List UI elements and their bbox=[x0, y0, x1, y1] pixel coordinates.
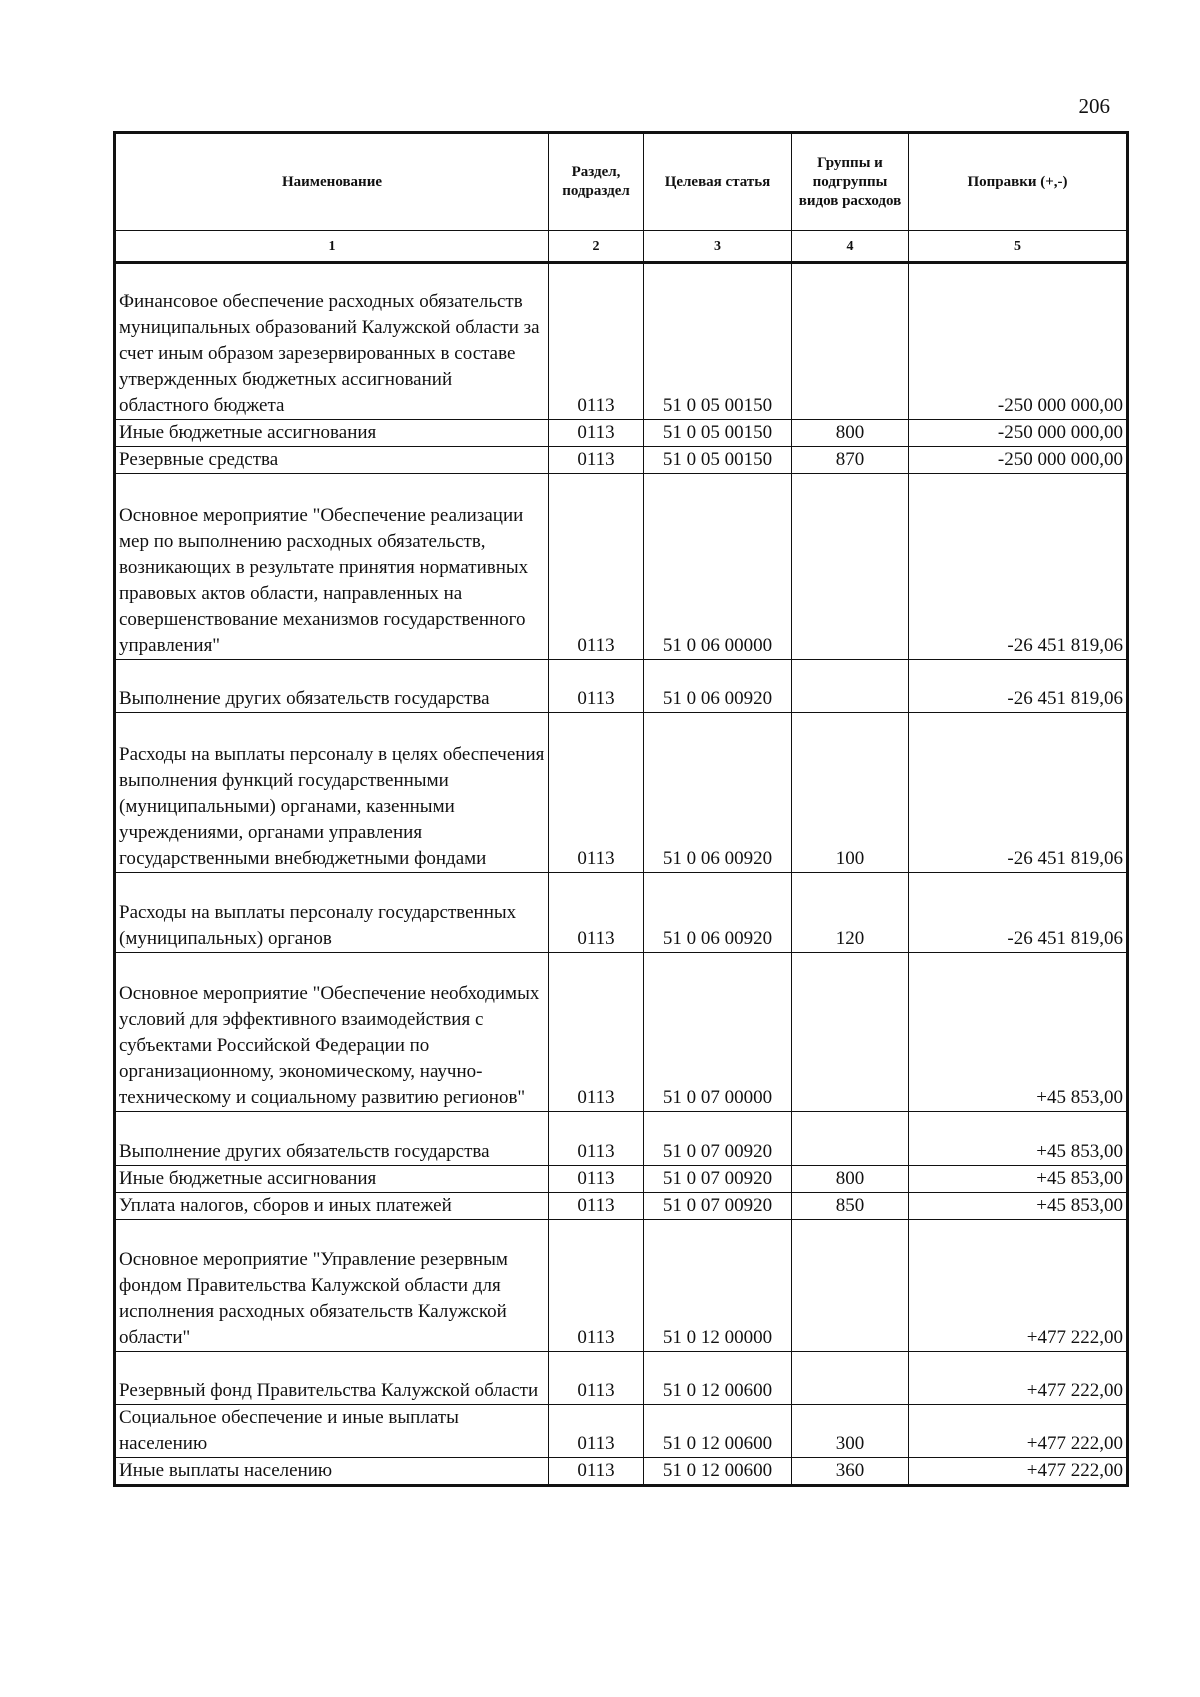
row-article: 51 0 12 00000 bbox=[644, 1220, 792, 1352]
table-row bbox=[115, 1166, 1128, 1193]
row-amount: -250 000 000,00 bbox=[909, 447, 1128, 474]
row-amount: -26 451 819,06 bbox=[909, 713, 1128, 873]
row-name: Резервный фонд Правительства Калужской области bbox=[115, 1352, 549, 1405]
row-amount: +477 222,00 bbox=[909, 1352, 1128, 1405]
row-section: 0113 bbox=[549, 1352, 644, 1405]
row-article: 51 0 06 00920 bbox=[644, 713, 792, 873]
column-number: 4 bbox=[792, 231, 909, 263]
row-article: 51 0 07 00920 bbox=[644, 1166, 792, 1193]
row-group: 100 bbox=[792, 713, 909, 873]
row-amount: -250 000 000,00 bbox=[909, 263, 1128, 420]
header-row bbox=[115, 133, 1128, 231]
row-name: Основное мероприятие "Управление резервным фондом Правительства Калужской области для исполнения расходных обязательств Калужской области" bbox=[115, 1220, 549, 1352]
row-article: 51 0 07 00000 bbox=[644, 953, 792, 1112]
page-number: 206 bbox=[1078, 94, 1110, 118]
row-section: 0113 bbox=[549, 873, 644, 953]
table-row bbox=[115, 953, 1128, 1112]
row-section: 0113 bbox=[549, 1112, 644, 1166]
row-amount: +477 222,00 bbox=[909, 1220, 1128, 1352]
row-section: 0113 bbox=[549, 713, 644, 873]
row-article: 51 0 05 00150 bbox=[644, 263, 792, 420]
row-name: Расходы на выплаты персоналу в целях обеспечения выполнения функций государственными (муниципальными) органами, казенными учреждениями, органами управления государственными внебюджетными фондами bbox=[115, 713, 549, 873]
row-amount: +477 222,00 bbox=[909, 1458, 1128, 1486]
row-group: 120 bbox=[792, 873, 909, 953]
row-section: 0113 bbox=[549, 474, 644, 660]
row-amount: -26 451 819,06 bbox=[909, 873, 1128, 953]
header-name: Наименование bbox=[115, 133, 549, 231]
column-number: 2 bbox=[549, 231, 644, 263]
row-group bbox=[792, 1352, 909, 1405]
row-article: 51 0 07 00920 bbox=[644, 1112, 792, 1166]
row-section: 0113 bbox=[549, 263, 644, 420]
header-section: Раздел, подраздел bbox=[549, 133, 644, 231]
row-article: 51 0 07 00920 bbox=[644, 1193, 792, 1220]
row-name: Финансовое обеспечение расходных обязательств муниципальных образований Калужской области за счет иным образом зарезервированных в составе утвержденных бюджетных ассигнований областного бюджета bbox=[115, 263, 549, 420]
row-section: 0113 bbox=[549, 447, 644, 474]
header-amount: Поправки (+,-) bbox=[909, 133, 1128, 231]
row-group bbox=[792, 953, 909, 1112]
row-amount: +45 853,00 bbox=[909, 953, 1128, 1112]
row-name: Выполнение других обязательств государства bbox=[115, 1112, 549, 1166]
row-article: 51 0 12 00600 bbox=[644, 1405, 792, 1458]
row-article: 51 0 05 00150 bbox=[644, 447, 792, 474]
table-row bbox=[115, 263, 1128, 420]
row-name: Выполнение других обязательств государства bbox=[115, 660, 549, 713]
row-group bbox=[792, 1220, 909, 1352]
table-row bbox=[115, 1112, 1128, 1166]
row-name: Социальное обеспечение и иные выплаты населению bbox=[115, 1405, 549, 1458]
row-section: 0113 bbox=[549, 660, 644, 713]
row-name: Уплата налогов, сборов и иных платежей bbox=[115, 1193, 549, 1220]
budget-table bbox=[113, 131, 1129, 1487]
row-section: 0113 bbox=[549, 1220, 644, 1352]
column-number: 1 bbox=[115, 231, 549, 263]
row-amount: +477 222,00 bbox=[909, 1405, 1128, 1458]
row-name: Расходы на выплаты персоналу государственных (муниципальных) органов bbox=[115, 873, 549, 953]
table-row bbox=[115, 660, 1128, 713]
row-section: 0113 bbox=[549, 420, 644, 447]
row-article: 51 0 05 00150 bbox=[644, 420, 792, 447]
row-name: Иные бюджетные ассигнования bbox=[115, 420, 549, 447]
column-number-row bbox=[115, 231, 1128, 263]
row-group bbox=[792, 474, 909, 660]
table-row bbox=[115, 873, 1128, 953]
row-article: 51 0 12 00600 bbox=[644, 1352, 792, 1405]
table-row bbox=[115, 1352, 1128, 1405]
row-group: 360 bbox=[792, 1458, 909, 1486]
row-amount: +45 853,00 bbox=[909, 1166, 1128, 1193]
row-group: 850 bbox=[792, 1193, 909, 1220]
row-section: 0113 bbox=[549, 1193, 644, 1220]
row-group: 800 bbox=[792, 420, 909, 447]
header-article: Целевая статья bbox=[644, 133, 792, 231]
table-row bbox=[115, 713, 1128, 873]
table-row bbox=[115, 420, 1128, 447]
header-group: Группы и подгруппы видов расходов bbox=[792, 133, 909, 231]
table-row bbox=[115, 1405, 1128, 1458]
row-section: 0113 bbox=[549, 1405, 644, 1458]
row-group bbox=[792, 660, 909, 713]
row-amount: -26 451 819,06 bbox=[909, 660, 1128, 713]
table-row bbox=[115, 474, 1128, 660]
row-amount: +45 853,00 bbox=[909, 1193, 1128, 1220]
row-name: Резервные средства bbox=[115, 447, 549, 474]
row-name: Иные бюджетные ассигнования bbox=[115, 1166, 549, 1193]
column-number: 3 bbox=[644, 231, 792, 263]
table-row bbox=[115, 1193, 1128, 1220]
row-name: Основное мероприятие "Обеспечение реализации мер по выполнению расходных обязательств, возникающих в результате принятия нормативных правовых актов области, направленных на совершенствование механизмов государственного управления" bbox=[115, 474, 549, 660]
table-row bbox=[115, 1458, 1128, 1486]
row-article: 51 0 12 00600 bbox=[644, 1458, 792, 1486]
table-row bbox=[115, 447, 1128, 474]
row-name: Иные выплаты населению bbox=[115, 1458, 549, 1486]
row-group bbox=[792, 1112, 909, 1166]
row-section: 0113 bbox=[549, 1458, 644, 1486]
column-number: 5 bbox=[909, 231, 1128, 263]
row-section: 0113 bbox=[549, 953, 644, 1112]
row-article: 51 0 06 00920 bbox=[644, 660, 792, 713]
row-article: 51 0 06 00000 bbox=[644, 474, 792, 660]
row-section: 0113 bbox=[549, 1166, 644, 1193]
row-amount: -26 451 819,06 bbox=[909, 474, 1128, 660]
row-group: 300 bbox=[792, 1405, 909, 1458]
row-group: 800 bbox=[792, 1166, 909, 1193]
row-article: 51 0 06 00920 bbox=[644, 873, 792, 953]
row-amount: +45 853,00 bbox=[909, 1112, 1128, 1166]
row-name: Основное мероприятие "Обеспечение необходимых условий для эффективного взаимодействия с субъектами Российской Федерации по организационному, экономическому, научно-техническому и социальному развитию регионов" bbox=[115, 953, 549, 1112]
table-row bbox=[115, 1220, 1128, 1352]
row-amount: -250 000 000,00 bbox=[909, 420, 1128, 447]
row-group: 870 bbox=[792, 447, 909, 474]
row-group bbox=[792, 263, 909, 420]
